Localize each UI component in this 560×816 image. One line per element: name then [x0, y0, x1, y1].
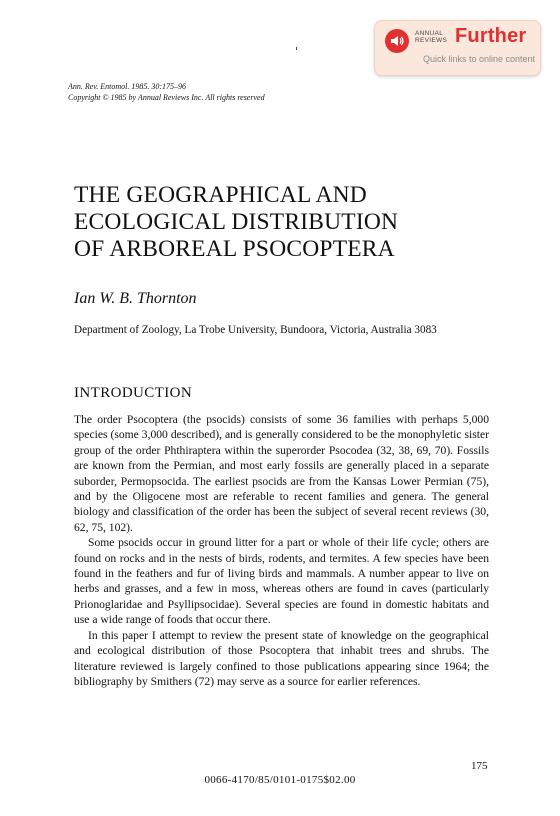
- body-paragraph: In this paper I attempt to review the present state of knowledge on the geographical and ecological distribution of those Psocoptera that inhabit trees and shrubs. The literature reviewed is largely confined to those publications appearing since 1964; the bibliography by Smithers (72) may serve as a source for earlier references.: [74, 628, 489, 688]
- section-heading: INTRODUCTION: [74, 385, 193, 401]
- body-paragraph: Some psocids occur in ground litter for a part or whole of their life cycle; others are found on rocks and in the nests of birds, rodents, and termites. A few species have been found in the feathers and fur of living birds and mammals. A number appear to live on herbs and grasses, and a few in moss, whereas others are found in caves (particularly Prionoglaridae and Psyllipsocidae). Several species are found in domestic habitats and use a wide range of foods that occur there.: [74, 536, 489, 627]
- body-paragraph: The order Psocoptera (the psocids) consists of some 36 families with perhaps 5,000 species (some 3,000 described), and is generally considered to be the monophyletic sister group of the order Phthiraptera within the superorder Psocodea (32, 38, 69, 70). Fossils are known from the Permian, and most early fossils are generally placed in a separate suborder, Permopsocida. The earliest psocids are from the Kansas Lower Permian (75), and by the Oligocene most are referable to recent families and genera. The general biology and classification of the order has been the subject of several recent reviews (30, 62, 75, 102).: [74, 413, 489, 534]
- badge-reviews-label: REVIEWS: [415, 37, 448, 44]
- badge-tagline[interactable]: Quick links to online content: [422, 54, 535, 64]
- copyright-line: Copyright © 1985 by Annual Reviews Inc. All rights reserved: [68, 93, 265, 102]
- author-affiliation: Department of Zoology, La Trobe University, Bundoora, Victoria, Australia 3083: [74, 324, 437, 336]
- article-body: [74, 412, 489, 689]
- author-name: Ian W. B. Thornton: [74, 290, 197, 307]
- title-line: THE GEOGRAPHICAL AND: [74, 182, 367, 208]
- price-code: 0066-4170/85/0101-0175$02.00: [204, 774, 356, 786]
- article-title: [74, 182, 398, 263]
- citation-line: Ann. Rev. Entomol. 1985. 30:175–96: [68, 82, 187, 91]
- badge-further-label: Further: [455, 25, 527, 47]
- annual-reviews-further-badge[interactable]: [374, 20, 541, 76]
- title-line: ECOLOGICAL DISTRIBUTION: [74, 209, 399, 235]
- scan-speck: [296, 47, 297, 50]
- journal-citation: [68, 81, 265, 103]
- badge-annual-label: ANNUAL: [415, 30, 444, 37]
- title-line: OF ARBOREAL PSOCOPTERA: [74, 236, 395, 262]
- sound-speaker-icon: [385, 29, 409, 53]
- page-number: 175: [471, 760, 488, 772]
